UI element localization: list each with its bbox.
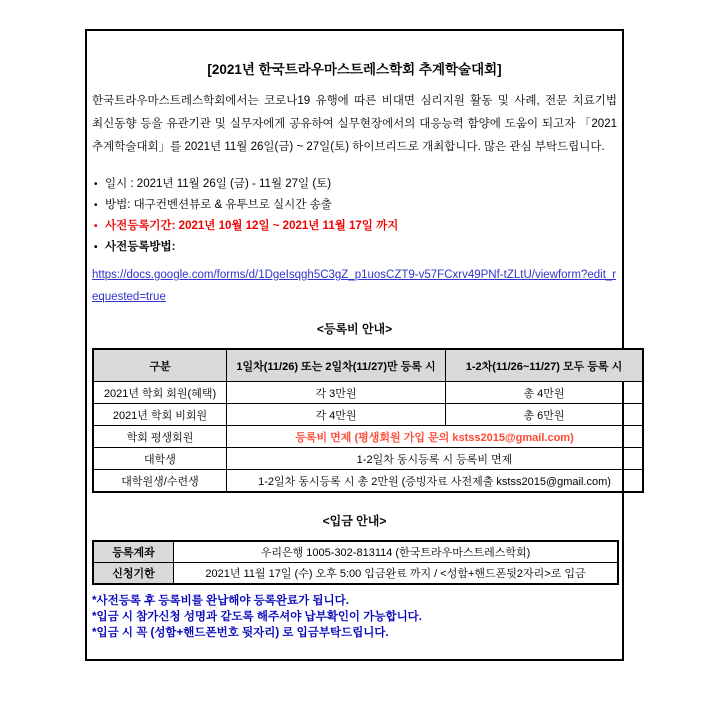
table-row — [93, 541, 618, 563]
payment-account-value: 우리은행 1005-302-813114 (한국트라우마스트레스학회) — [174, 541, 619, 563]
table-row — [93, 470, 643, 493]
fee-table — [92, 348, 644, 493]
note-line-1: *사전등록 후 등록비를 완납해야 등록완료가 됩니다. — [92, 595, 349, 607]
fee-header-single-day: 1일차(11/26) 또는 2일차(11/27)만 등록 시 — [227, 349, 446, 382]
payment-table — [92, 540, 619, 585]
note-line-3: *입금 시 꼭 (성함+핸드폰번호 뒷자리) 로 입금부탁드립니다. — [92, 627, 389, 639]
payment-deadline-label: 신청기한 — [93, 563, 174, 585]
preregistration-method-text: 사전등록방법: — [105, 241, 176, 253]
fee-cell-student-note: 1-2일차 동시등록 시 등록비 면제 — [227, 448, 644, 470]
footer-notes — [92, 593, 617, 641]
fee-section-heading: <등록비 안내> — [316, 322, 393, 336]
fee-cell-both-days: 총 6만원 — [446, 404, 644, 426]
table-row — [93, 426, 643, 448]
fee-cell-category: 2021년 학회 비회원 — [93, 404, 227, 426]
page-title: [2021년 한국트라우마스트레스학회 추계학술대회] — [207, 62, 502, 77]
fee-cell-category: 대학원생/수련생 — [93, 470, 227, 493]
table-row — [93, 404, 643, 426]
table-row — [93, 563, 618, 585]
fee-cell-category: 2021년 학회 회원(혜택) — [93, 382, 227, 404]
method-text: 방법: 대구컨벤션뷰로 & 유투브로 실시간 송출 — [105, 199, 332, 211]
fee-header-category: 구분 — [93, 349, 227, 382]
payment-section-heading: <입금 안내> — [322, 514, 387, 528]
fee-cell-grad-note: 1-2일차 동시등록 시 총 2만원 (증빙자료 사전제출 kstss2015@gmail.com) — [227, 470, 644, 493]
fee-cell-both-days: 총 4만원 — [446, 382, 644, 404]
datetime-text: 일시 : 2021년 11월 26일 (금) - 11월 27일 (토) — [105, 178, 332, 190]
fee-header-both-days: 1-2차(11/26~11/27) 모두 등록 시 — [446, 349, 644, 382]
fee-cell-category: 학회 평생회원 — [93, 426, 227, 448]
registration-form-link[interactable]: https://docs.google.com/forms/d/1DgeIsqgh5C3gZ_p1uosCZT9-v57FCxrv49PNf-tZLtU/viewform?edit_requested=true — [92, 269, 617, 303]
fee-cell-single-day: 각 4만원 — [227, 404, 446, 426]
fee-table-header-row — [93, 349, 643, 382]
fee-cell-category: 대학생 — [93, 448, 227, 470]
list-item-preregistration-method — [92, 237, 617, 258]
payment-account-label: 등록계좌 — [93, 541, 174, 563]
table-row — [93, 382, 643, 404]
document-border-frame — [85, 29, 624, 661]
list-item-preregistration-period — [92, 216, 617, 237]
fee-cell-lifetime-note: 등록비 면제 (평생회원 가입 문의 kstss2015@gmail.com) — [227, 426, 644, 448]
fee-cell-single-day: 각 3만원 — [227, 382, 446, 404]
note-line-2: *입금 시 참가신청 성명과 같도록 해주셔야 납부확인이 가능합니다. — [92, 611, 422, 623]
payment-deadline-value: 2021년 11월 17일 (수) 오후 5:00 입금완료 까지 / <성함+핸드폰뒷2자리>로 입금 — [174, 563, 619, 585]
table-row — [93, 448, 643, 470]
event-info-list — [92, 174, 617, 258]
list-item-method — [92, 195, 617, 216]
preregistration-period-text: 사전등록기간: 2021년 10월 12일 ~ 2021년 11월 17일 까지 — [105, 220, 399, 232]
list-item-datetime — [92, 174, 617, 195]
intro-paragraph: 한국트라우마스트레스학회에서는 코로나19 유행에 따른 비대면 심리지원 활동 및 사례, 전문 치료기법 최신동향 등을 유관기관 및 실무자에게 공유하여 실무현장에서의 대응능력 함양에 도움이 되고자 「2021 추계학술대회」를 2021년 11월 26일(금) ~ 27일(토) 하이브리드로 개최합니다. 많은 관심 부탁드립니다. — [92, 95, 617, 153]
